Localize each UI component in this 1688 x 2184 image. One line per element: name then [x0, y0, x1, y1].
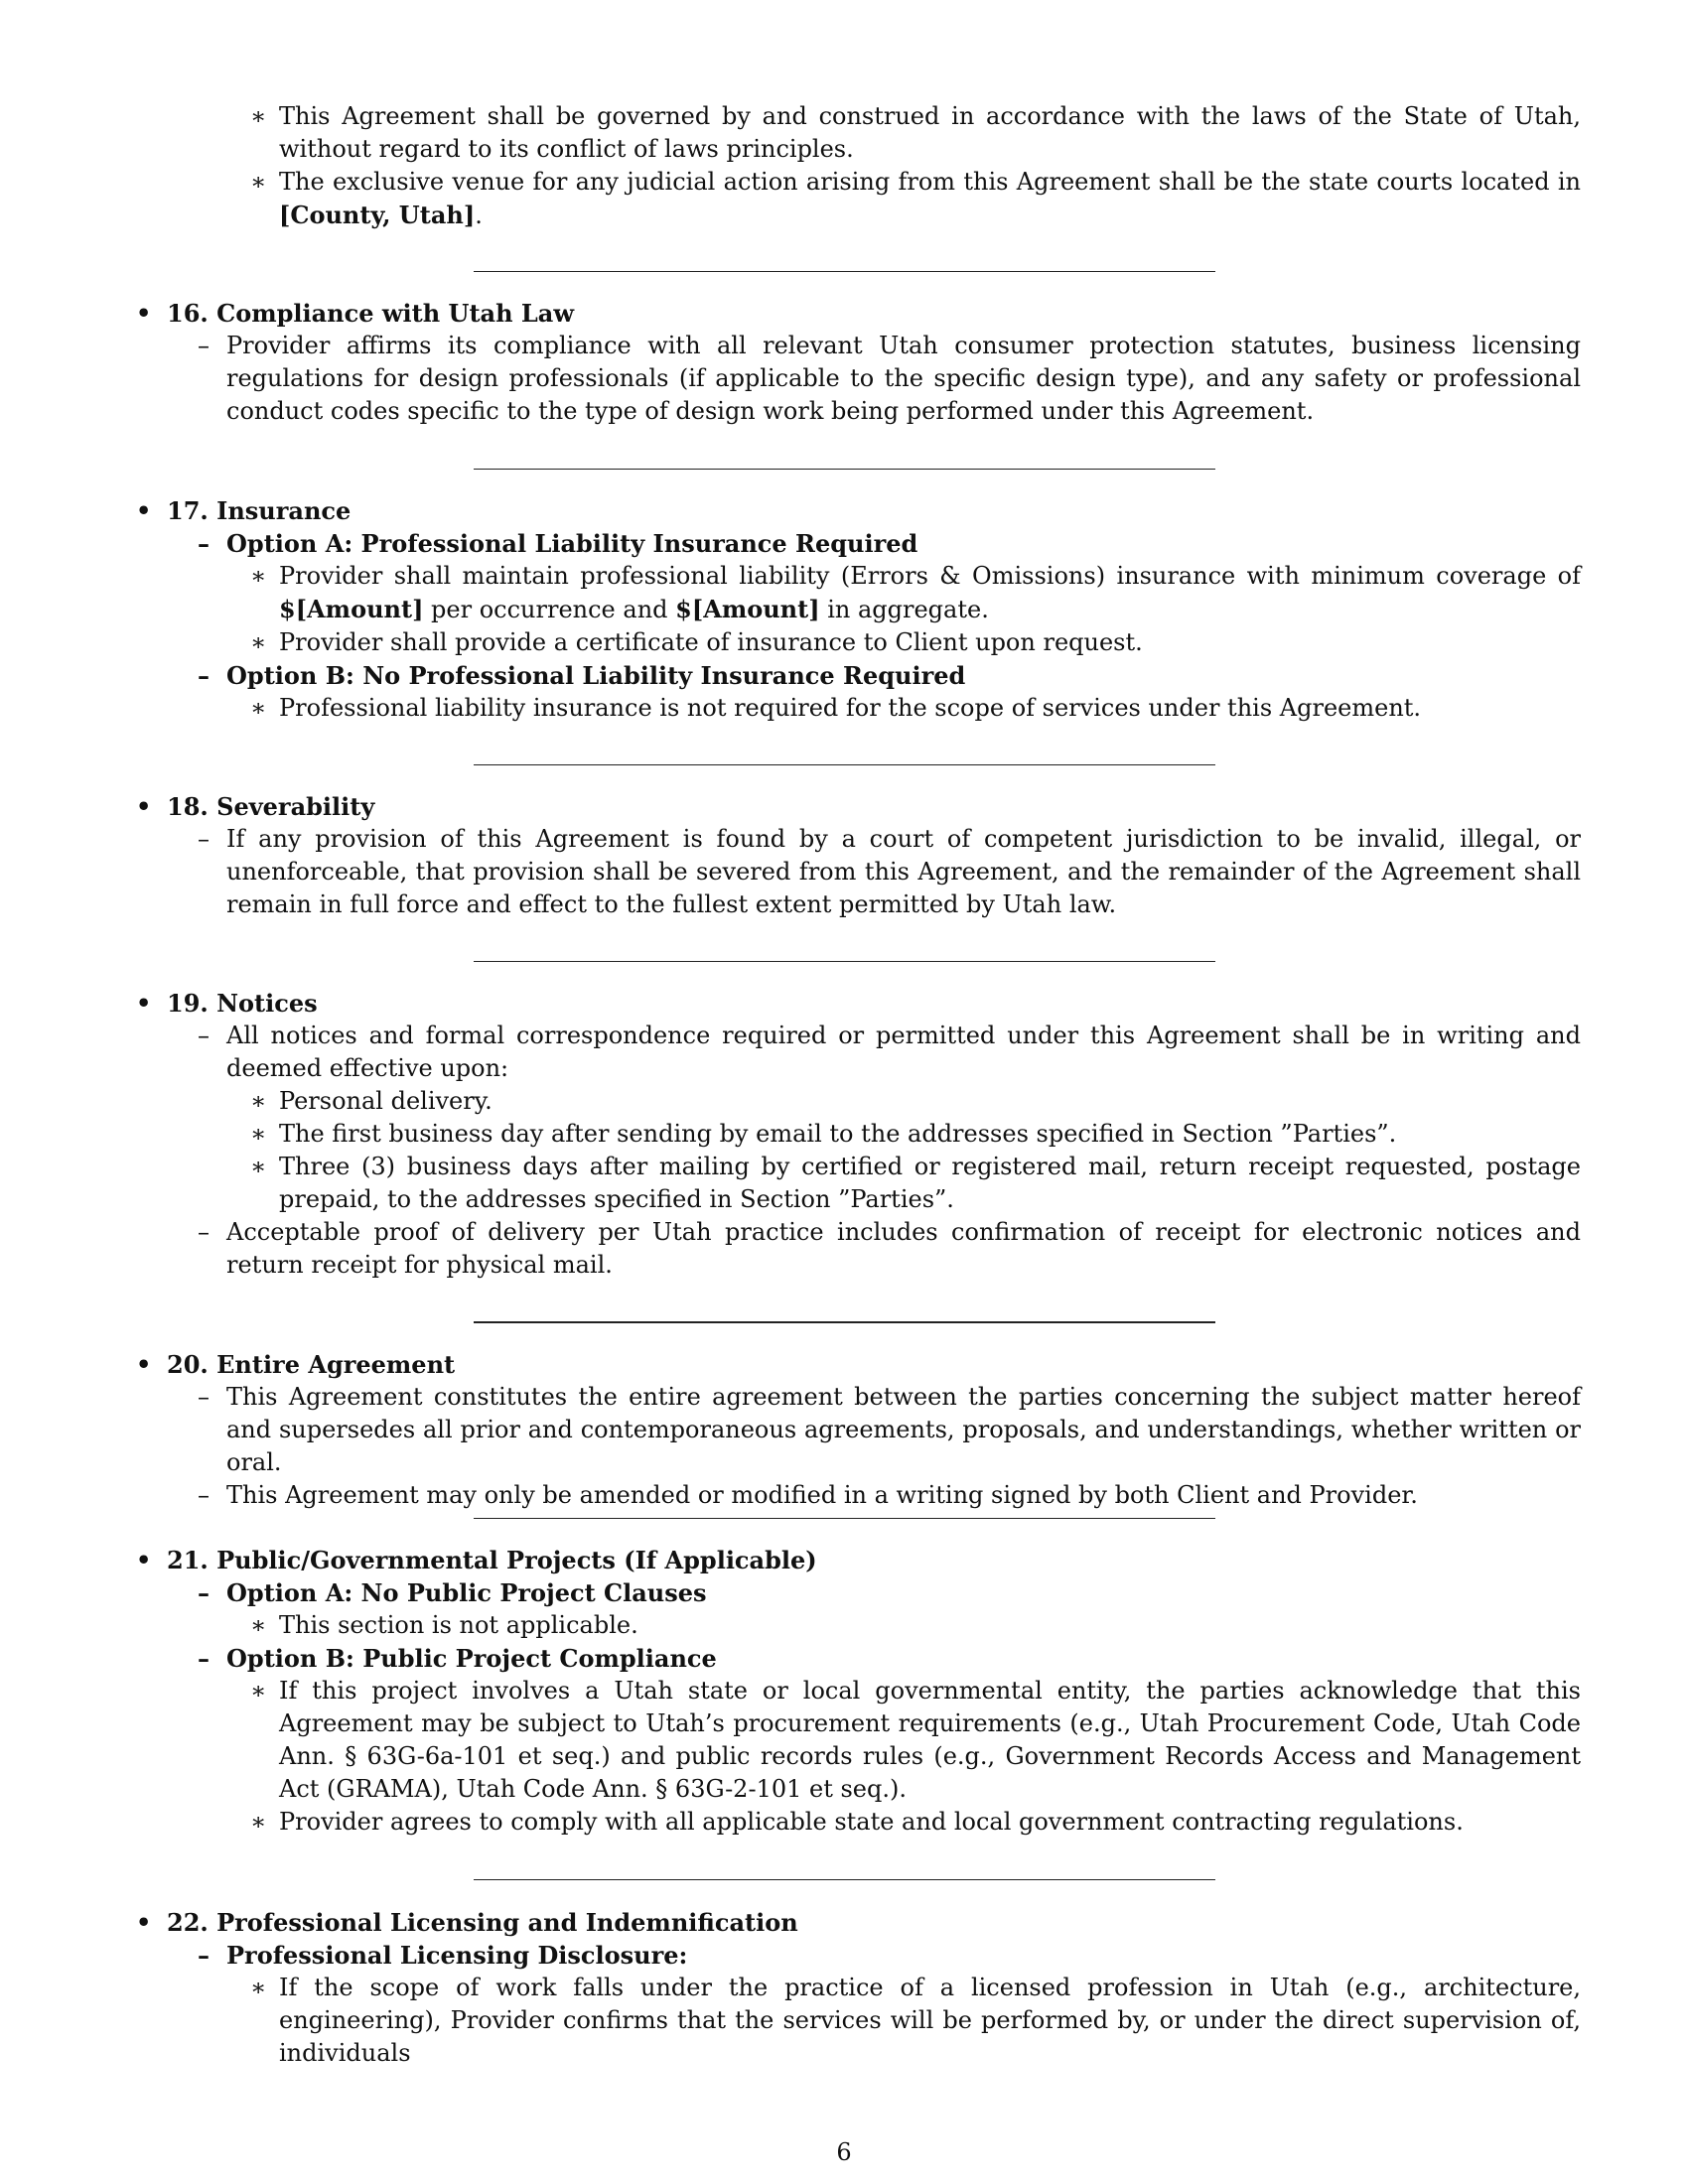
- option-label: – Option B: Public Project Compliance: [198, 1644, 717, 1673]
- asterisk-bullet: ∗: [250, 1087, 267, 1115]
- section-divider: [474, 764, 1215, 765]
- asterisk-bullet: ∗: [250, 1611, 267, 1639]
- section-16: [136, 297, 1581, 428]
- section-18: [136, 790, 1581, 921]
- section-heading: • 18. Severability: [136, 792, 375, 821]
- section-20: [136, 1348, 1581, 1512]
- dash-bullet: –: [198, 1218, 210, 1246]
- dash-bullet: –: [198, 1481, 210, 1509]
- list-item: – This Agreement may only be amended or modified in a writing signed by both Client and Provider.: [198, 1479, 1581, 1512]
- option-label: – Professional Licensing Disclosure:: [198, 1941, 688, 1970]
- section-divider: [474, 961, 1215, 962]
- section-divider: [474, 271, 1215, 272]
- section-19: [136, 987, 1581, 1282]
- governing-law-text: This Agreement shall be governed by and construed in accordance with the laws of the State of Utah, without regard to its conflict of laws principles.: [279, 102, 1581, 163]
- list-item: ∗ The first business day after sending by email to the addresses specified in Section ”Parties”.: [250, 1118, 1581, 1151]
- asterisk-bullet: ∗: [250, 694, 267, 722]
- asterisk-bullet: ∗: [250, 1153, 267, 1180]
- venue-placeholder: [County, Utah]: [279, 201, 476, 229]
- list-item: ∗ If this project involves a Utah state or local governmental entity, the parties acknowledge that this Agreement may be subject to Utah’s procurement requirements (e.g., Utah Procurement Code, Utah Code Ann. § 63G-6a-101 et seq.) and public records rules (e.g., Government Records Access and Management Act (GRAMA), Utah Code Ann. § 63G-2-101 et seq.).: [250, 1677, 1581, 1803]
- bullet: •: [136, 496, 152, 525]
- section-heading: • 17. Insurance: [136, 496, 352, 525]
- dash-bullet: –: [198, 529, 210, 558]
- asterisk-bullet: ∗: [250, 628, 267, 656]
- list-item: [250, 100, 1581, 166]
- amount-placeholder: $[Amount]: [279, 595, 424, 623]
- list-item: – Provider affirms its compliance with all relevant Utah consumer protection statutes, business licensing regulations for design professionals (if applicable to the specific design type), and any safety or professional conduct codes specific to the type of design work being performed under this Agreement.: [198, 332, 1581, 425]
- venue-text: The exclusive venue for any judicial action arising from this Agreement shall be the state courts located in: [279, 168, 1581, 196]
- section-heading: • 21. Public/Governmental Projects (If Applicable): [136, 1546, 817, 1574]
- section-divider: [474, 469, 1215, 470]
- page-number: 6: [836, 2138, 852, 2166]
- section-22: [136, 1906, 1581, 2070]
- bullet: •: [136, 299, 152, 328]
- asterisk-bullet: ∗: [250, 1677, 267, 1705]
- dash-bullet: –: [198, 1644, 210, 1673]
- list-item: ∗ If the scope of work falls under the practice of a licensed profession in Utah (e.g., architecture, engineering), Provider confirms that the services will be performed by, or under the direct supervision of, individuals: [250, 1974, 1581, 2067]
- section-17: [136, 494, 1581, 725]
- section-divider: [474, 1321, 1215, 1323]
- bullet: •: [136, 989, 152, 1018]
- list-item: – Acceptable proof of delivery per Utah practice includes confirmation of receipt for electronic notices and return receipt for physical mail.: [198, 1218, 1581, 1279]
- list-item: ∗ Personal delivery.: [250, 1085, 1581, 1118]
- asterisk-bullet: ∗: [250, 1974, 267, 2001]
- option-label: – Option A: No Public Project Clauses: [198, 1578, 707, 1607]
- section-divider: [474, 1518, 1215, 1519]
- list-item: – If any provision of this Agreement is found by a court of competent jurisdiction to be invalid, illegal, or unenforceable, that provision shall be severed from this Agreement, and the remainder of the Agreement shall remain in full force and effect to the fullest extent permitted by Utah law.: [198, 825, 1581, 918]
- option-label: – Option A: Professional Liability Insurance Required: [198, 529, 918, 558]
- dash-bullet: –: [198, 332, 210, 359]
- list-item: ∗ The exclusive venue for any judicial action arising from this Agreement shall be the state courts located in [County, Utah].: [250, 168, 1581, 229]
- list-item: ∗ Provider shall provide a certificate of insurance to Client upon request.: [250, 626, 1581, 659]
- section-21: [136, 1544, 1581, 1839]
- list-item: ∗ This section is not applicable.: [250, 1609, 1581, 1642]
- list-item: – This Agreement constitutes the entire agreement between the parties concerning the subject matter hereof and supersedes all prior and contemporaneous agreements, proposals, and understandings, whether written or oral.: [198, 1383, 1581, 1476]
- section-divider: [474, 1879, 1215, 1880]
- dash-bullet: –: [198, 1941, 210, 1970]
- asterisk-bullet: ∗: [250, 102, 267, 130]
- asterisk-bullet: ∗: [250, 1808, 267, 1836]
- dash-bullet: –: [198, 1578, 210, 1607]
- section-heading: • 19. Notices: [136, 989, 318, 1018]
- list-item: ∗ Provider shall maintain professional liability (Errors & Omissions) insurance with minimum coverage of $[Amount] per occurrence and $[Amount] in aggregate.: [250, 562, 1581, 623]
- governing-law-list: [250, 100, 1581, 232]
- bullet: •: [136, 1350, 152, 1379]
- dash-bullet: –: [198, 1383, 210, 1411]
- dash-bullet: –: [198, 825, 210, 853]
- bullet: •: [136, 1546, 152, 1574]
- list-item: – All notices and formal correspondence required or permitted under this Agreement shall be in writing and deemed effective upon:: [198, 1022, 1581, 1082]
- dash-bullet: –: [198, 1022, 210, 1049]
- option-label: – Option B: No Professional Liability Insurance Required: [198, 661, 966, 690]
- list-item: ∗ Three (3) business days after mailing by certified or registered mail, return receipt requested, postage prepaid, to the addresses specified in Section ”Parties”.: [250, 1153, 1581, 1213]
- section-heading: • 22. Professional Licensing and Indemnification: [136, 1908, 798, 1937]
- asterisk-bullet: ∗: [250, 168, 267, 196]
- section-heading: • 20. Entire Agreement: [136, 1350, 456, 1379]
- asterisk-bullet: ∗: [250, 562, 267, 590]
- asterisk-bullet: ∗: [250, 1120, 267, 1148]
- list-item: ∗ Professional liability insurance is not required for the scope of services under this Agreement.: [250, 692, 1581, 725]
- amount-placeholder: $[Amount]: [675, 595, 820, 623]
- bullet: •: [136, 792, 152, 821]
- dash-bullet: –: [198, 661, 210, 690]
- section-heading: • 16. Compliance with Utah Law: [136, 299, 574, 328]
- bullet: •: [136, 1908, 152, 1937]
- list-item: ∗ Provider agrees to comply with all applicable state and local government contracting regulations.: [250, 1806, 1581, 1839]
